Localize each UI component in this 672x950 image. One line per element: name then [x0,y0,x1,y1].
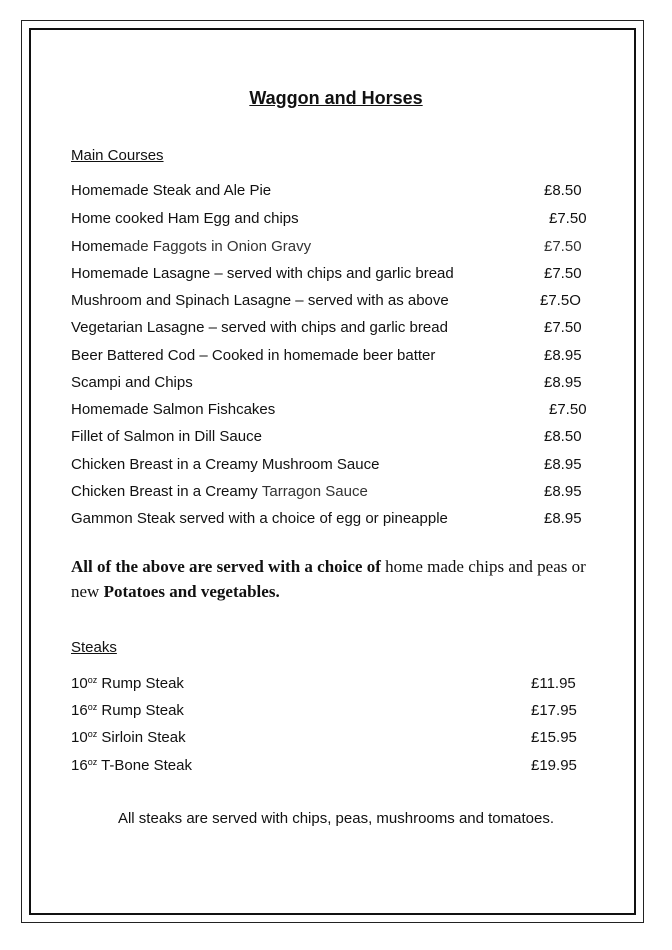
steak-item: $10^{oz}$ Rump Steak [71,675,184,692]
steaks-heading: Steaks [71,639,117,656]
steak-price: £17.95 [531,702,577,719]
steak-price: £11.95 [531,675,576,692]
menu-item-price: £8.95 [544,456,582,473]
menu-item: Homemade Salmon Fishcakes [71,401,276,418]
steak-price: £15.95 [531,729,577,746]
steak-price: £19.95 [531,757,577,774]
menu-item-price: £7.50 [544,238,582,255]
menu-item-price: £7.50 [549,401,587,418]
menu-item-price: £8.95 [544,347,582,364]
menu-item-price: £8.95 [544,510,582,527]
steak-item: $10^{oz}$ Sirloin Steak [71,729,186,746]
menu-item: Homemade Lasagne – served with chips and garlic bread [71,265,454,282]
menu-item: Chicken Breast in a Creamy Mushroom Sauce [71,456,380,473]
menu-item: Mushroom and Spinach Lasagne – served with as above [71,292,449,309]
menu-item: Beer Battered Cod – Cooked in homemade beer batter [71,347,436,364]
menu-item-price: £8.95 [544,374,582,391]
served-with-note: All of the above are served with a choice of home made chips and peas or new Potatoes and vegetables. [71,557,586,601]
steaks-served-note: All steaks are served with chips, peas, mushrooms and tomatoes. [117,810,555,827]
steak-item: $16^{oz}$ Rump Steak [71,702,184,719]
menu-item-price: £8.95 [544,483,582,500]
menu-title: Waggon and Horses [249,88,423,108]
menu-item-price: £8.50 [544,428,582,445]
menu-item: Fillet of Salmon in Dill Sauce [71,428,262,445]
menu-item-price: £7.50 [544,265,582,282]
menu-item: Scampi and Chips [71,374,193,391]
main-courses-heading: Main Courses [71,147,164,164]
steak-item: $16^{oz}$ T-Bone Steak [71,757,192,774]
menu-item: Homemade Faggots in Onion Gravy [71,238,312,255]
menu-item: Vegetarian Lasagne – served with chips and garlic bread [71,319,448,336]
menu-item: Home cooked Ham Egg and chips [71,210,299,227]
menu-item-price: £7.5O [540,292,581,309]
menu-item-price: £7.50 [544,319,582,336]
menu-item-price: £7.50 [549,210,587,227]
menu-item: Chicken Breast in a Creamy Tarragon Sauce [71,483,368,500]
menu-item: Gammon Steak served with a choice of egg or pineapple [71,510,448,527]
menu-item-price: £8.50 [544,182,582,199]
menu-item: Homemade Steak and Ale Pie [71,182,272,199]
